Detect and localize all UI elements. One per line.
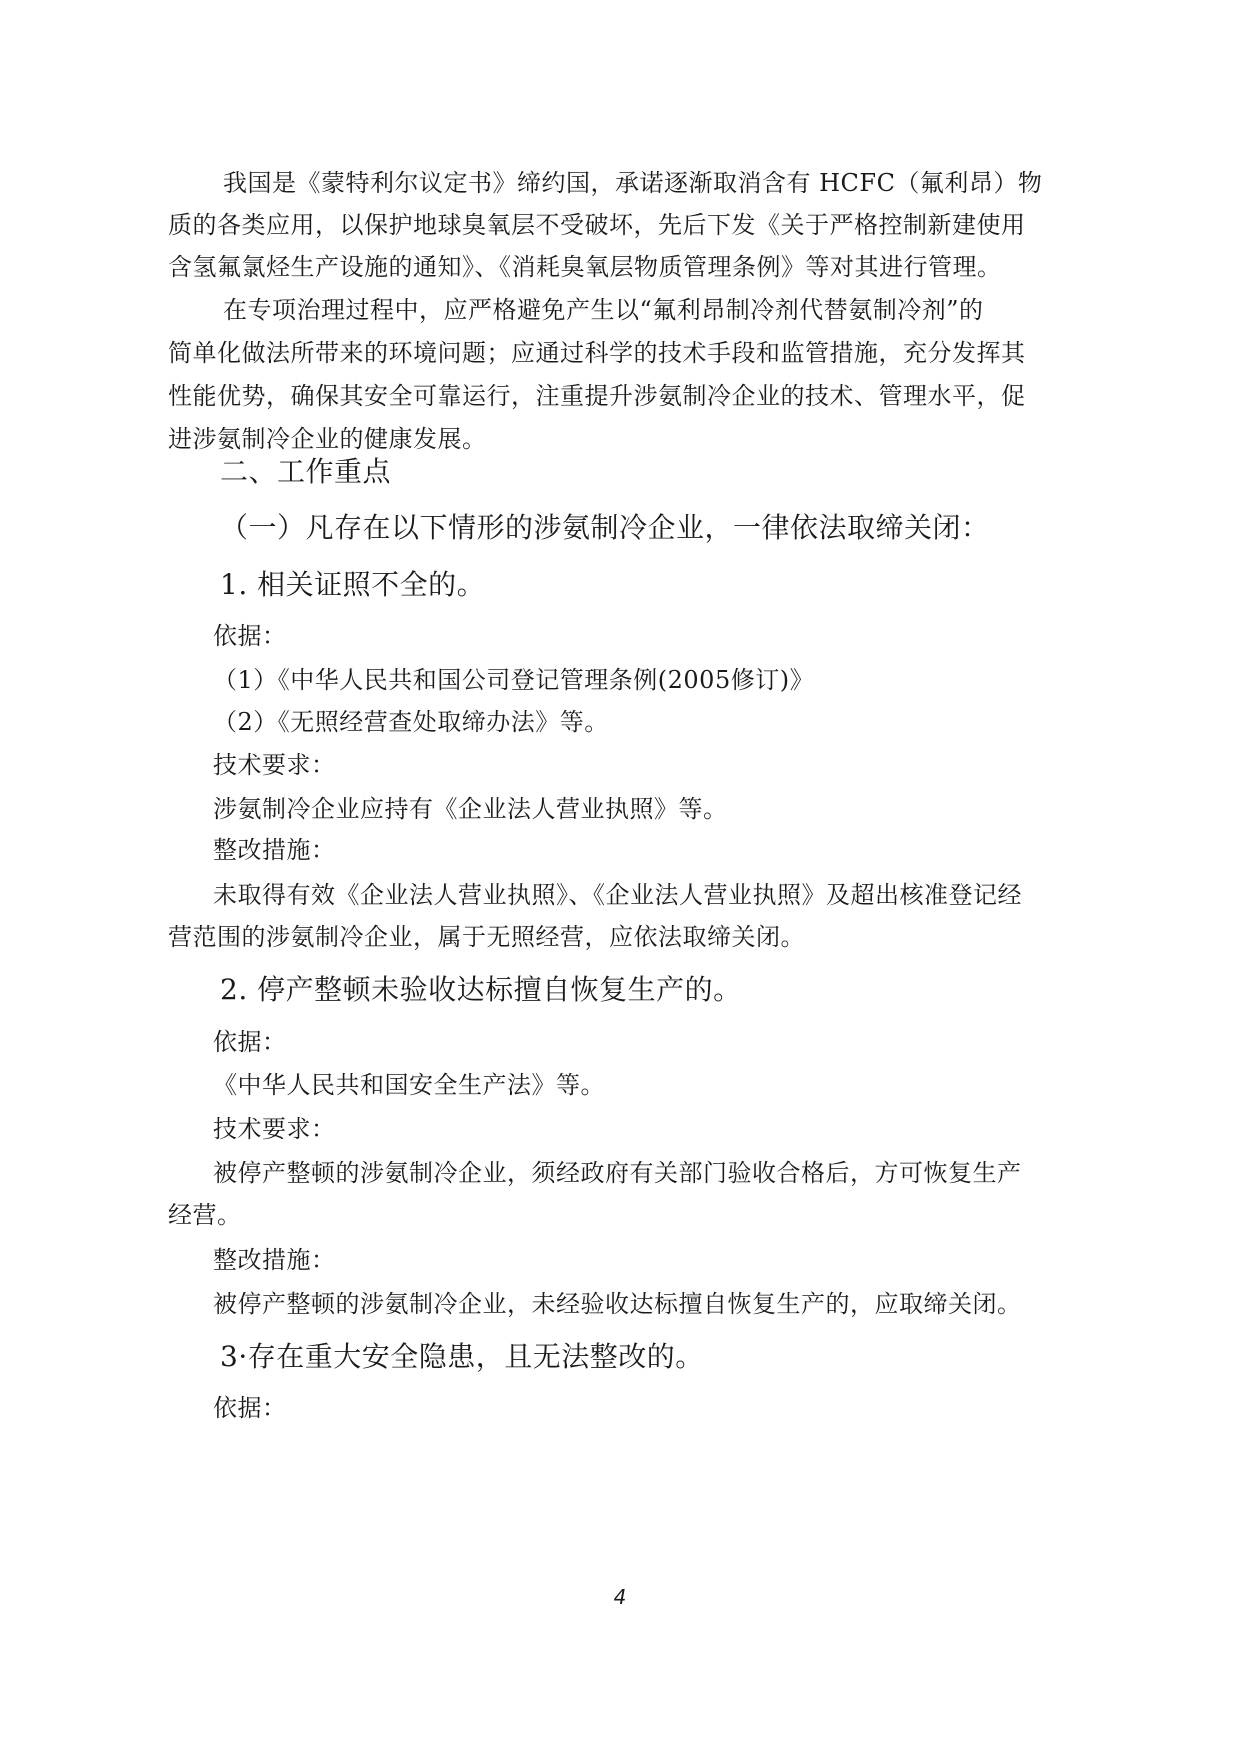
fix-label: 整改措施：: [213, 1246, 336, 1274]
basis-label: 依据：: [213, 1028, 287, 1056]
basis-label: 依据：: [213, 622, 287, 650]
section-heading: 二、工作重点: [220, 455, 392, 488]
tech-label: 技术要求：: [213, 1115, 336, 1143]
basis-line: 《中华人民共和国安全生产法》等。: [213, 1071, 605, 1099]
item-heading: 3·存在重大安全隐患，且无法整改的。: [220, 1340, 704, 1373]
basis-line: （1）《中华人民共和国公司登记管理条例(2005修订)》: [213, 666, 815, 694]
fix-line: 营范围的涉氨制冷企业，属于无照经营，应依法取缔关闭。: [168, 923, 805, 951]
tech-line: 被停产整顿的涉氨制冷企业，须经政府有关部门验收合格后，方可恢复生产: [213, 1159, 1022, 1187]
fix-line: 未取得有效《企业法人营业执照》、《企业法人营业执照》及超出核准登记经: [213, 881, 1022, 909]
page-number: 4: [613, 1585, 627, 1609]
basis-label: 依据：: [213, 1394, 287, 1422]
paragraph-line: 简单化做法所带来的环境问题；应通过科学的技术手段和监管措施，充分发挥其: [168, 339, 1026, 367]
subsection-heading: （一）凡存在以下情形的涉氨制冷企业，一律依法取缔关闭：: [220, 511, 990, 544]
fix-line: 被停产整顿的涉氨制冷企业，未经验收达标擅自恢复生产的，应取缔关闭。: [213, 1290, 1022, 1318]
basis-line: （2）《无照经营查处取缔办法》等。: [213, 708, 609, 736]
tech-line: 经营。: [168, 1201, 242, 1229]
paragraph-line: 在专项治理过程中，应严格避免产生以“氟利昂制冷剂代替氨制冷剂”的: [223, 296, 984, 324]
item-heading: 1. 相关证照不全的。: [220, 568, 486, 601]
tech-label: 技术要求：: [213, 751, 336, 779]
paragraph-line: 进涉氨制冷企业的健康发展。: [168, 425, 487, 453]
paragraph-line: 我国是《蒙特利尔议定书》缔约国，承诺逐渐取消含有 HCFC（氟利昂）物: [223, 169, 1043, 197]
paragraph-line: 含氢氟氯烃生产设施的通知》、《消耗臭氧层物质管理条例》等对其进行管理。: [168, 253, 1002, 281]
tech-line: 涉氨制冷企业应持有《企业法人营业执照》等。: [213, 795, 728, 823]
paragraph-line: 质的各类应用，以保护地球臭氧层不受破坏，先后下发《关于严格控制新建使用: [168, 211, 1026, 239]
item-heading: 2. 停产整顿未验收达标擅自恢复生产的。: [220, 973, 742, 1006]
fix-label: 整改措施：: [213, 836, 336, 864]
paragraph-line: 性能优势，确保其安全可靠运行，注重提升涉氨制冷企业的技术、管理水平，促: [168, 382, 1026, 410]
